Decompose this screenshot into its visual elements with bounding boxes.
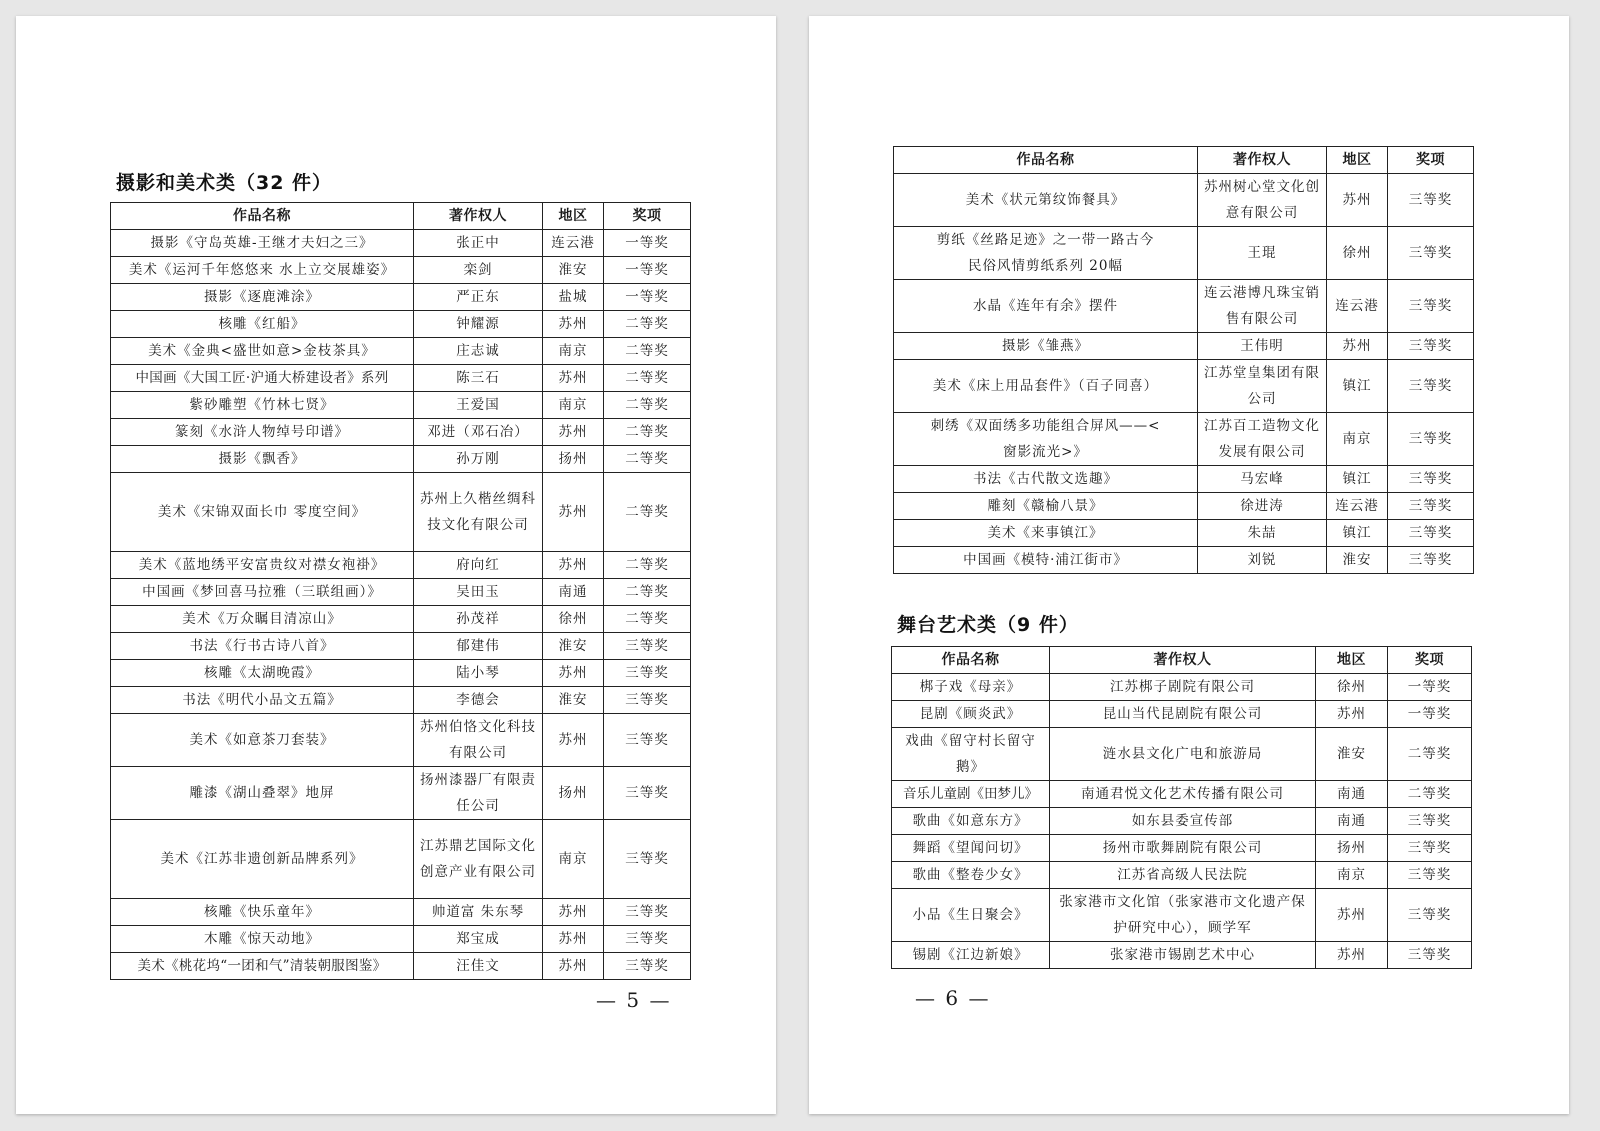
award: 一等奖 bbox=[604, 284, 691, 311]
award: 二等奖 bbox=[604, 606, 691, 633]
work-name: 核雕《快乐童年》 bbox=[111, 899, 414, 926]
copyright-owner: 扬州漆器厂有限责任公司 bbox=[414, 767, 543, 820]
header-region: 地区 bbox=[1316, 647, 1388, 674]
award: 三等奖 bbox=[1388, 174, 1474, 227]
table-row bbox=[894, 493, 1474, 520]
copyright-owner: 严正东 bbox=[414, 284, 543, 311]
region: 南通 bbox=[1316, 808, 1388, 835]
region: 苏州 bbox=[1316, 889, 1388, 942]
work-name: 核雕《太湖晚霞》 bbox=[111, 660, 414, 687]
table-row bbox=[111, 257, 691, 284]
region: 徐州 bbox=[1327, 227, 1388, 280]
region: 连云港 bbox=[1327, 493, 1388, 520]
region: 徐州 bbox=[1316, 674, 1388, 701]
region: 南京 bbox=[543, 338, 604, 365]
work-name: 美术《床上用品套件》（百子同喜） bbox=[894, 360, 1198, 413]
award: 三等奖 bbox=[1388, 862, 1472, 889]
region: 淮安 bbox=[543, 687, 604, 714]
copyright-owner: 府向红 bbox=[414, 552, 543, 579]
work-name: 中国画《大国工匠·沪通大桥建设者》系列 bbox=[111, 365, 414, 392]
work-name: 雕刻《赣榆八景》 bbox=[894, 493, 1198, 520]
award: 三等奖 bbox=[604, 714, 691, 767]
region: 连云港 bbox=[543, 230, 604, 257]
award: 一等奖 bbox=[604, 230, 691, 257]
work-name: 刺绣《双面绣多功能组合屏风——<窗影流光>》 bbox=[894, 413, 1198, 466]
copyright-owner: 王爱国 bbox=[414, 392, 543, 419]
table-row bbox=[892, 862, 1472, 889]
table-row bbox=[111, 953, 691, 980]
copyright-owner: 孙万刚 bbox=[414, 446, 543, 473]
award-table-stage-art bbox=[891, 646, 1472, 969]
copyright-owner: 帅道富 朱东琴 bbox=[414, 899, 543, 926]
table-header-row bbox=[894, 147, 1474, 174]
work-name: 美术《运河千年悠悠来 水上立交展雄姿》 bbox=[111, 257, 414, 284]
region: 南通 bbox=[543, 579, 604, 606]
work-name: 戏曲《留守村长留守鹅》 bbox=[892, 728, 1050, 781]
document-page-6 bbox=[809, 16, 1569, 1114]
page-number: — 5 — bbox=[596, 988, 672, 1012]
award: 三等奖 bbox=[1388, 280, 1474, 333]
copyright-owner: 王琨 bbox=[1198, 227, 1327, 280]
table-row bbox=[894, 360, 1474, 413]
copyright-owner: 江苏鼎艺国际文化创意产业有限公司 bbox=[414, 820, 543, 899]
award: 二等奖 bbox=[604, 419, 691, 446]
copyright-owner: 孙茂祥 bbox=[414, 606, 543, 633]
work-name: 美术《如意茶刀套装》 bbox=[111, 714, 414, 767]
header-copyright-owner: 著作权人 bbox=[1050, 647, 1316, 674]
work-name: 美术《状元第纹饰餐具》 bbox=[894, 174, 1198, 227]
award: 三等奖 bbox=[604, 820, 691, 899]
work-name: 美术《蓝地绣平安富贵纹对襟女袍褂》 bbox=[111, 552, 414, 579]
region: 淮安 bbox=[1327, 547, 1388, 574]
award: 三等奖 bbox=[1388, 227, 1474, 280]
copyright-owner: 江苏省高级人民法院 bbox=[1050, 862, 1316, 889]
work-name: 美术《桃花坞“一团和气”清装朝服图鉴》 bbox=[111, 953, 414, 980]
table-row bbox=[892, 728, 1472, 781]
award: 二等奖 bbox=[604, 579, 691, 606]
copyright-owner: 苏州上久楷丝绸科技文化有限公司 bbox=[414, 473, 543, 552]
table-row bbox=[894, 547, 1474, 574]
table-row bbox=[892, 781, 1472, 808]
table-row bbox=[111, 284, 691, 311]
award: 三等奖 bbox=[604, 660, 691, 687]
section-title-photo-art: 摄影和美术类（32 件） bbox=[116, 172, 333, 194]
table-row bbox=[111, 579, 691, 606]
award: 二等奖 bbox=[604, 392, 691, 419]
copyright-owner: 马宏峰 bbox=[1198, 466, 1327, 493]
table-row bbox=[894, 280, 1474, 333]
award: 二等奖 bbox=[604, 473, 691, 552]
table-row bbox=[111, 365, 691, 392]
table-row bbox=[894, 174, 1474, 227]
copyright-owner: 江苏梆子剧院有限公司 bbox=[1050, 674, 1316, 701]
award: 三等奖 bbox=[604, 767, 691, 820]
region: 苏州 bbox=[543, 365, 604, 392]
work-name: 摄影《雏燕》 bbox=[894, 333, 1198, 360]
region: 南京 bbox=[543, 820, 604, 899]
region: 镇江 bbox=[1327, 466, 1388, 493]
copyright-owner: 江苏堂皇集团有限公司 bbox=[1198, 360, 1327, 413]
award: 三等奖 bbox=[604, 633, 691, 660]
region: 南通 bbox=[1316, 781, 1388, 808]
award-table-photo-art-continued bbox=[893, 146, 1474, 574]
copyright-owner: 朱喆 bbox=[1198, 520, 1327, 547]
region: 苏州 bbox=[543, 419, 604, 446]
work-name: 水晶《连年有余》摆件 bbox=[894, 280, 1198, 333]
region: 南京 bbox=[543, 392, 604, 419]
table-row bbox=[111, 660, 691, 687]
award: 三等奖 bbox=[1388, 360, 1474, 413]
table-row bbox=[111, 633, 691, 660]
copyright-owner: 汪佳文 bbox=[414, 953, 543, 980]
table-header-row bbox=[111, 203, 691, 230]
award: 三等奖 bbox=[604, 926, 691, 953]
table-row bbox=[892, 674, 1472, 701]
region: 苏州 bbox=[1327, 333, 1388, 360]
region: 扬州 bbox=[543, 446, 604, 473]
header-work-name: 作品名称 bbox=[111, 203, 414, 230]
work-name: 篆刻《水浒人物绰号印谱》 bbox=[111, 419, 414, 446]
work-name: 摄影《守岛英雄-王继才夫妇之三》 bbox=[111, 230, 414, 257]
region: 连云港 bbox=[1327, 280, 1388, 333]
region: 淮安 bbox=[543, 633, 604, 660]
table-row bbox=[894, 333, 1474, 360]
table-row bbox=[111, 767, 691, 820]
region: 南京 bbox=[1316, 862, 1388, 889]
header-work-name: 作品名称 bbox=[892, 647, 1050, 674]
region: 徐州 bbox=[543, 606, 604, 633]
document-page-5 bbox=[16, 16, 776, 1114]
table-row bbox=[111, 338, 691, 365]
copyright-owner: 连云港博凡珠宝销售有限公司 bbox=[1198, 280, 1327, 333]
award: 二等奖 bbox=[604, 552, 691, 579]
award: 二等奖 bbox=[604, 338, 691, 365]
award: 三等奖 bbox=[1388, 808, 1472, 835]
region: 苏州 bbox=[543, 473, 604, 552]
award: 三等奖 bbox=[1388, 889, 1472, 942]
copyright-owner: 李德会 bbox=[414, 687, 543, 714]
award: 三等奖 bbox=[1388, 466, 1474, 493]
work-name: 美术《万众瞩目清凉山》 bbox=[111, 606, 414, 633]
award: 二等奖 bbox=[1388, 728, 1472, 781]
work-name: 中国画《模特·浦江街市》 bbox=[894, 547, 1198, 574]
work-name: 核雕《红船》 bbox=[111, 311, 414, 338]
work-name: 歌曲《整卷少女》 bbox=[892, 862, 1050, 889]
work-name: 书法《古代散文选趣》 bbox=[894, 466, 1198, 493]
region: 苏州 bbox=[543, 899, 604, 926]
work-name: 摄影《飘香》 bbox=[111, 446, 414, 473]
copyright-owner: 苏州伯恪文化科技有限公司 bbox=[414, 714, 543, 767]
header-copyright-owner: 著作权人 bbox=[1198, 147, 1327, 174]
award: 一等奖 bbox=[1388, 701, 1472, 728]
table-row bbox=[111, 473, 691, 552]
copyright-owner: 钟耀源 bbox=[414, 311, 543, 338]
copyright-owner: 张家港市锡剧艺术中心 bbox=[1050, 942, 1316, 969]
copyright-owner: 江苏百工造物文化发展有限公司 bbox=[1198, 413, 1327, 466]
work-name: 紫砂雕塑《竹林七贤》 bbox=[111, 392, 414, 419]
copyright-owner: 南通君悦文化艺术传播有限公司 bbox=[1050, 781, 1316, 808]
table-row bbox=[894, 413, 1474, 466]
award-table-photo-art bbox=[110, 202, 691, 980]
award: 三等奖 bbox=[1388, 835, 1472, 862]
table-row bbox=[894, 227, 1474, 280]
copyright-owner: 邓进（邓石冶） bbox=[414, 419, 543, 446]
copyright-owner: 陈三石 bbox=[414, 365, 543, 392]
table-row bbox=[892, 701, 1472, 728]
table-row bbox=[892, 889, 1472, 942]
header-award: 奖项 bbox=[604, 203, 691, 230]
copyright-owner: 刘锐 bbox=[1198, 547, 1327, 574]
work-name: 舞蹈《望闻问切》 bbox=[892, 835, 1050, 862]
region: 淮安 bbox=[1316, 728, 1388, 781]
work-name: 摄影《逐鹿滩涂》 bbox=[111, 284, 414, 311]
work-name: 音乐儿童剧《田梦儿》 bbox=[892, 781, 1050, 808]
work-name: 梆子戏《母亲》 bbox=[892, 674, 1050, 701]
header-award: 奖项 bbox=[1388, 647, 1472, 674]
award: 三等奖 bbox=[604, 953, 691, 980]
region: 苏州 bbox=[543, 926, 604, 953]
region: 苏州 bbox=[1316, 701, 1388, 728]
table-row bbox=[111, 687, 691, 714]
work-name: 歌曲《如意东方》 bbox=[892, 808, 1050, 835]
work-name: 美术《宋锦双面长巾 零度空间》 bbox=[111, 473, 414, 552]
work-name: 美术《来事镇江》 bbox=[894, 520, 1198, 547]
work-name: 中国画《梦回喜马拉雅（三联组画）》 bbox=[111, 579, 414, 606]
copyright-owner: 吴田玉 bbox=[414, 579, 543, 606]
award: 一等奖 bbox=[1388, 674, 1472, 701]
table-row bbox=[111, 899, 691, 926]
region: 淮安 bbox=[543, 257, 604, 284]
copyright-owner: 郁建伟 bbox=[414, 633, 543, 660]
table-row bbox=[892, 808, 1472, 835]
table-row bbox=[111, 820, 691, 899]
award: 三等奖 bbox=[1388, 493, 1474, 520]
table-row bbox=[111, 552, 691, 579]
page-number: — 6 — bbox=[915, 986, 991, 1010]
award: 三等奖 bbox=[1388, 413, 1474, 466]
region: 苏州 bbox=[1316, 942, 1388, 969]
region: 扬州 bbox=[543, 767, 604, 820]
region: 苏州 bbox=[543, 953, 604, 980]
work-name: 美术《金典<盛世如意>金枝茶具》 bbox=[111, 338, 414, 365]
work-name: 昆剧《顾炎武》 bbox=[892, 701, 1050, 728]
award: 三等奖 bbox=[1388, 942, 1472, 969]
header-region: 地区 bbox=[543, 203, 604, 230]
award: 二等奖 bbox=[1388, 781, 1472, 808]
region: 盐城 bbox=[543, 284, 604, 311]
award: 三等奖 bbox=[1388, 547, 1474, 574]
work-name: 美术《江苏非遗创新品牌系列》 bbox=[111, 820, 414, 899]
header-region: 地区 bbox=[1327, 147, 1388, 174]
work-name: 小品《生日聚会》 bbox=[892, 889, 1050, 942]
copyright-owner: 张家港市文化馆（张家港市文化遗产保护研究中心），顾学军 bbox=[1050, 889, 1316, 942]
copyright-owner: 如东县委宣传部 bbox=[1050, 808, 1316, 835]
copyright-owner: 苏州树心堂文化创意有限公司 bbox=[1198, 174, 1327, 227]
region: 苏州 bbox=[543, 660, 604, 687]
award: 二等奖 bbox=[604, 311, 691, 338]
copyright-owner: 徐进涛 bbox=[1198, 493, 1327, 520]
table-row bbox=[111, 714, 691, 767]
table-row bbox=[894, 466, 1474, 493]
header-work-name: 作品名称 bbox=[894, 147, 1198, 174]
copyright-owner: 张正中 bbox=[414, 230, 543, 257]
region: 苏州 bbox=[1327, 174, 1388, 227]
copyright-owner: 王伟明 bbox=[1198, 333, 1327, 360]
table-row bbox=[892, 942, 1472, 969]
copyright-owner: 昆山当代昆剧院有限公司 bbox=[1050, 701, 1316, 728]
table-row bbox=[111, 606, 691, 633]
award: 二等奖 bbox=[604, 446, 691, 473]
region: 苏州 bbox=[543, 552, 604, 579]
award: 三等奖 bbox=[604, 899, 691, 926]
region: 南京 bbox=[1327, 413, 1388, 466]
work-name: 锡剧《江边新娘》 bbox=[892, 942, 1050, 969]
region: 镇江 bbox=[1327, 360, 1388, 413]
copyright-owner: 庄志诚 bbox=[414, 338, 543, 365]
table-row bbox=[111, 446, 691, 473]
award: 三等奖 bbox=[1388, 520, 1474, 547]
copyright-owner: 陆小琴 bbox=[414, 660, 543, 687]
table-row bbox=[111, 311, 691, 338]
table-row bbox=[111, 926, 691, 953]
header-copyright-owner: 著作权人 bbox=[414, 203, 543, 230]
table-row bbox=[892, 835, 1472, 862]
table-header-row bbox=[892, 647, 1472, 674]
region: 苏州 bbox=[543, 311, 604, 338]
section-title-stage-art: 舞台艺术类（9 件） bbox=[897, 614, 1079, 636]
award: 三等奖 bbox=[604, 687, 691, 714]
region: 镇江 bbox=[1327, 520, 1388, 547]
copyright-owner: 栾剑 bbox=[414, 257, 543, 284]
award: 三等奖 bbox=[1388, 333, 1474, 360]
copyright-owner: 郑宝成 bbox=[414, 926, 543, 953]
copyright-owner: 涟水县文化广电和旅游局 bbox=[1050, 728, 1316, 781]
work-name: 雕漆《湖山叠翠》地屏 bbox=[111, 767, 414, 820]
award: 一等奖 bbox=[604, 257, 691, 284]
table-row bbox=[111, 392, 691, 419]
work-name: 书法《明代小品文五篇》 bbox=[111, 687, 414, 714]
copyright-owner: 扬州市歌舞剧院有限公司 bbox=[1050, 835, 1316, 862]
award: 二等奖 bbox=[604, 365, 691, 392]
region: 苏州 bbox=[543, 714, 604, 767]
table-row bbox=[111, 419, 691, 446]
table-row bbox=[111, 230, 691, 257]
header-award: 奖项 bbox=[1388, 147, 1474, 174]
work-name: 木雕《惊天动地》 bbox=[111, 926, 414, 953]
region: 扬州 bbox=[1316, 835, 1388, 862]
table-row bbox=[894, 520, 1474, 547]
work-name: 书法《行书古诗八首》 bbox=[111, 633, 414, 660]
work-name: 剪纸《丝路足迹》之一带一路古今民俗风情剪纸系列 20幅 bbox=[894, 227, 1198, 280]
